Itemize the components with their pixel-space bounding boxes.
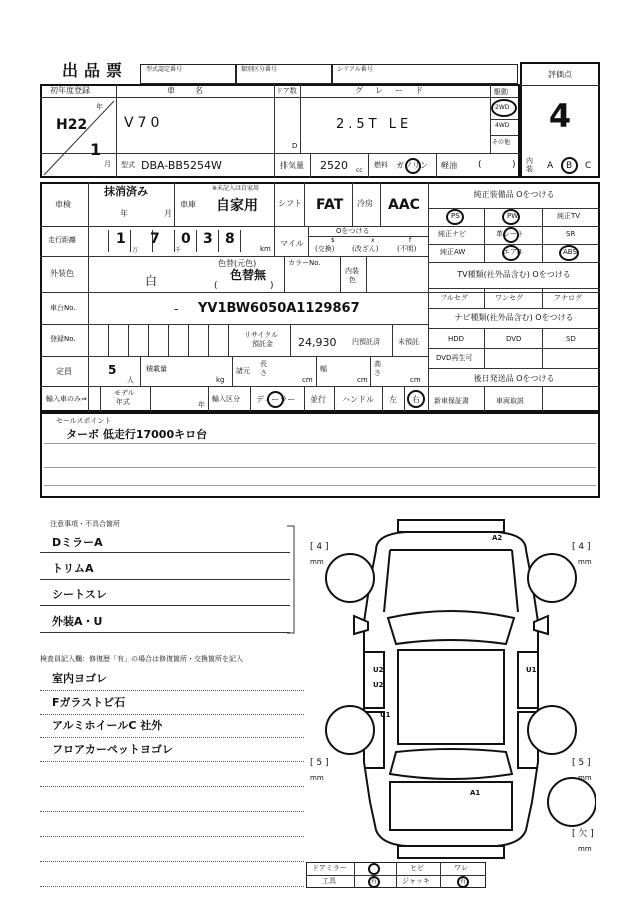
repaint-value: 色替無 xyxy=(230,268,267,282)
fuel-paren-close: ) xyxy=(512,160,516,170)
inspection-year-unit: 年 xyxy=(120,209,128,218)
note-item-4: 外装A・U xyxy=(52,615,103,628)
option-abs: ABS xyxy=(563,248,577,256)
footer-tool: 工具 xyxy=(322,877,336,885)
model-year-label-2: 年式 xyxy=(116,398,130,406)
fuel-paren-open: ( xyxy=(478,160,482,170)
import-dealer: ディーラー xyxy=(256,395,296,404)
usage-label: 車庫 xyxy=(180,200,196,209)
damage-a1: A1 xyxy=(470,789,481,797)
chassis-label: 車台No. xyxy=(50,304,76,312)
spare-bracket: [ 欠 ] xyxy=(572,829,594,839)
notes-title: 注意事項・不具合箇所 xyxy=(50,520,120,528)
registration-label: 登録No. xyxy=(50,335,76,343)
car-name-label: 車名 xyxy=(167,86,223,95)
option-abs-circle xyxy=(559,245,579,261)
ac-value: AAC xyxy=(388,197,420,213)
doors-d: D xyxy=(292,142,298,150)
handle-label: ハンドル xyxy=(342,395,374,404)
color-label: 外装色 xyxy=(50,269,74,278)
recycle-not-deposited: 未預託 xyxy=(398,338,419,346)
footer-jack: ジャッキ xyxy=(402,877,430,885)
recycle-label-1: リサイクル xyxy=(244,331,279,339)
tire-fr-mm: mm xyxy=(578,558,592,566)
tv-analog: アナログ xyxy=(554,294,582,302)
capacity-value: 5 xyxy=(108,363,117,377)
tv-oneseg: ワンセグ xyxy=(495,294,523,302)
recycle-label-2: 預託金 xyxy=(252,340,273,348)
tool-value: 有 xyxy=(371,878,378,885)
tire-rr-bracket: [ 5 ] xyxy=(572,758,591,768)
selling-point-text: ターボ 低走行17000キロ台 xyxy=(66,428,208,441)
jack-value: 有 xyxy=(460,878,467,885)
spare-note: 欠 xyxy=(578,829,588,839)
model-code: DBA-BB5254W xyxy=(141,159,222,172)
option-pw: PW xyxy=(507,212,519,220)
chassis-dash: - xyxy=(174,302,179,316)
tire-fr-bracket: [ 4 ] xyxy=(572,542,591,552)
navi-type-title: ナビ種類(社外品含む) Oをつける xyxy=(454,313,574,322)
tire-rr-value: 5 xyxy=(578,758,585,768)
first-reg-year: H22 xyxy=(56,117,88,133)
jack-circle xyxy=(457,876,469,888)
interior-color-label-2: 色 xyxy=(349,276,356,284)
later-title: 後日発送品 Oをつける xyxy=(473,374,555,383)
fuel-label: 燃料 xyxy=(374,161,388,169)
tire-rr-mm: mm xyxy=(578,774,592,782)
inspection-label: 車検 xyxy=(55,200,71,209)
usage-note: ※未記入は自家用 xyxy=(212,185,260,192)
drive-2wd-circle xyxy=(491,99,517,117)
serial-label: シリアル番号 xyxy=(337,66,373,73)
ac-label: 冷房 xyxy=(357,199,373,208)
mileage-digit-3: 0 xyxy=(181,231,191,247)
repaint-paren-close: ) xyxy=(270,281,274,291)
interior-color-label-1: 内装 xyxy=(345,267,359,275)
option-leather-circle xyxy=(503,227,519,243)
load-label: 積載量 xyxy=(146,365,167,373)
eval-score: 4 xyxy=(548,97,572,135)
car-name: V70 xyxy=(124,115,164,131)
length-label-2: さ xyxy=(260,369,267,377)
mileage-unit-sen: 千 xyxy=(175,247,182,254)
tool-circle xyxy=(368,876,380,888)
damage-u2-b: U2 xyxy=(373,681,384,689)
altered-label: (改ざん) xyxy=(352,245,379,253)
class-code-label: 類別区分番号 xyxy=(241,66,278,73)
first-reg-month: 1 xyxy=(90,140,102,159)
first-reg-month-unit: 月 xyxy=(104,160,111,168)
option-leather: 革シート xyxy=(496,230,524,238)
tire-fr-value: 4 xyxy=(578,542,585,552)
fuel-gas-circle xyxy=(405,158,421,174)
import-dealer-circle xyxy=(267,391,284,408)
tv-fullseg: フルセグ xyxy=(440,294,468,302)
option-pw-circle xyxy=(502,209,520,225)
interior-c: C xyxy=(585,161,592,171)
note-item-3: シートスレ xyxy=(52,588,107,601)
recycle-value: 24,930 xyxy=(298,336,337,349)
fuel-gas: ガソリン xyxy=(396,161,428,170)
model-cert-label: 型式認定番号 xyxy=(146,66,183,73)
width-label: 幅 xyxy=(320,365,327,373)
drive-2wd: 2WD xyxy=(495,104,510,111)
tire-rl-value: 5 xyxy=(316,758,323,768)
model-year-label-1: モデル xyxy=(114,389,135,397)
door-mirror-circle xyxy=(368,863,380,875)
repaint-label: 色替(元色) xyxy=(218,259,257,268)
grade-label: グレード xyxy=(355,86,435,95)
option-airbag-circle xyxy=(502,245,520,261)
inspector-title: 検査員記入欄：修復歴「有」の場合は修復箇所・交換箇所を記入 xyxy=(40,655,243,663)
note-item-1: DミラーA xyxy=(52,536,103,549)
damage-u1-a: U1 xyxy=(526,666,537,674)
drive-other: その他 xyxy=(492,139,511,146)
first-reg-label: 初年度登録 xyxy=(50,86,90,95)
tire-rl-mm: mm xyxy=(310,774,324,782)
dims-label: 諸元 xyxy=(236,367,250,375)
capacity-unit: 人 xyxy=(127,376,134,384)
inspection-month-unit: 月 xyxy=(164,209,172,218)
doors-label: ドア数 xyxy=(276,87,297,95)
inspector-item-3: アルミホイールC 社外 xyxy=(52,719,163,732)
inspector-item-4: フロアカーペットヨゴレ xyxy=(52,743,173,756)
mileage-digit-4: 3 xyxy=(203,231,213,247)
height-label-2: さ xyxy=(374,369,381,377)
capacity-label: 定員 xyxy=(56,367,72,376)
damage-a2: A2 xyxy=(492,534,503,542)
recycle-deposited: 円預託済 xyxy=(352,338,380,346)
mileage-label: 走行距離 xyxy=(48,236,76,244)
spare-mm: mm xyxy=(578,845,592,853)
fuel-light-oil: 軽油 xyxy=(441,161,457,170)
exchange-sym: $ xyxy=(331,237,335,244)
tire-fl-bracket: [ 4 ] xyxy=(310,542,329,552)
first-reg-slash xyxy=(42,99,116,177)
option-aw: 純正AW xyxy=(440,248,466,256)
mileage-circle-note: Oをつける xyxy=(336,227,370,235)
height-label-1: 高 xyxy=(374,360,381,368)
eval-label: 評価点 xyxy=(548,70,572,79)
interior-b-circle xyxy=(561,157,578,174)
footer-door-mirror: ドアミラー xyxy=(312,864,347,872)
exchange-label: (交換) xyxy=(315,245,335,253)
repaint-paren-open: ( xyxy=(214,281,218,291)
navi-dvd: DVD xyxy=(506,335,522,343)
color-no-label: カラーNo. xyxy=(288,259,321,267)
handle-left: 左 xyxy=(389,395,397,404)
displacement-label: 排気量 xyxy=(280,161,304,170)
mileage-unit-km: km xyxy=(260,245,271,253)
unknown-label: (不明) xyxy=(397,245,417,253)
mileage-unit-man: 万 xyxy=(132,247,139,254)
height-cm: cm xyxy=(410,376,421,384)
option-sr: SR xyxy=(566,230,576,238)
length-label-1: 長 xyxy=(260,360,267,368)
width-cm: cm xyxy=(357,376,368,384)
drive-label: 駆動 xyxy=(494,88,508,96)
drive-4wd: 4WD xyxy=(495,122,510,129)
cc-unit: cc xyxy=(356,167,363,174)
load-unit: kg xyxy=(216,376,225,384)
shift-label: シフト xyxy=(278,199,302,208)
model-label: 型式 xyxy=(121,161,135,169)
later-warranty: 新車保証書 xyxy=(434,397,469,405)
tire-rl-bracket: [ 5 ] xyxy=(310,758,329,768)
interior-a: A xyxy=(547,161,554,171)
options-title: 純正装備品 Oをつける xyxy=(473,190,555,199)
damage-u2-a: U2 xyxy=(373,666,384,674)
inspector-item-1: 室内ヨゴレ xyxy=(52,672,107,685)
chassis-value: YV1BW6050A1129867 xyxy=(198,301,360,316)
footer-crack: ヒビ xyxy=(410,864,424,872)
altered-sym: x xyxy=(371,237,375,244)
unknown-sym: f xyxy=(409,237,412,244)
doc-title: 出品票 xyxy=(62,61,129,80)
usage-value: 自家用 xyxy=(216,198,258,214)
handle-right-circle xyxy=(407,390,425,408)
car-diagram xyxy=(306,512,596,864)
model-year-unit: 年 xyxy=(198,401,205,409)
damage-u1-b: U1 xyxy=(380,711,391,719)
notes-bracket xyxy=(286,525,296,635)
handle-right: 右 xyxy=(412,395,420,404)
import-label: 輸入車のみ⇒ xyxy=(46,395,87,403)
option-tv: 純正TV xyxy=(557,212,581,220)
inspection-value: 抹消済み xyxy=(104,185,148,198)
later-manual: 車両取説 xyxy=(496,397,524,405)
option-ps: PS xyxy=(451,212,460,220)
footer-break: ワレ xyxy=(454,864,468,872)
mileage-digit-2: 7 xyxy=(150,231,160,247)
import-parallel: 並行 xyxy=(310,395,326,404)
interior-b: B xyxy=(566,161,573,171)
navi-sd: SD xyxy=(566,335,576,343)
interior-label: 内装 xyxy=(526,157,533,173)
tire-fl-mm: mm xyxy=(310,558,324,566)
option-airbag: エアB xyxy=(503,248,522,256)
shift-value: FAT xyxy=(316,197,344,213)
mileage-digit-5: 8 xyxy=(225,231,235,247)
note-item-2: トリムA xyxy=(52,562,94,575)
navi-hdd: HDD xyxy=(448,335,465,343)
mile-label: マイル xyxy=(280,239,304,248)
option-ps-circle xyxy=(446,209,464,225)
dvd-play: DVD再生可 xyxy=(436,354,473,362)
import-type-label: 輸入区分 xyxy=(212,395,240,403)
tire-fl-value: 4 xyxy=(316,542,323,552)
grade-value: 2.5T LE xyxy=(336,117,413,132)
tv-type-title: TV種類(社外品含む) Oをつける xyxy=(457,270,571,279)
selling-point-label: セールスポイント xyxy=(56,417,112,425)
mileage-digit-1: 1 xyxy=(116,231,126,247)
first-reg-year-unit: 年 xyxy=(96,103,103,111)
option-navi: 純正ナビ xyxy=(438,230,466,238)
displacement-value: 2520 xyxy=(320,159,348,172)
inspector-item-2: Fガラストビ石 xyxy=(52,696,126,709)
color-value: 白 xyxy=(145,274,158,288)
length-cm: cm xyxy=(302,376,313,384)
